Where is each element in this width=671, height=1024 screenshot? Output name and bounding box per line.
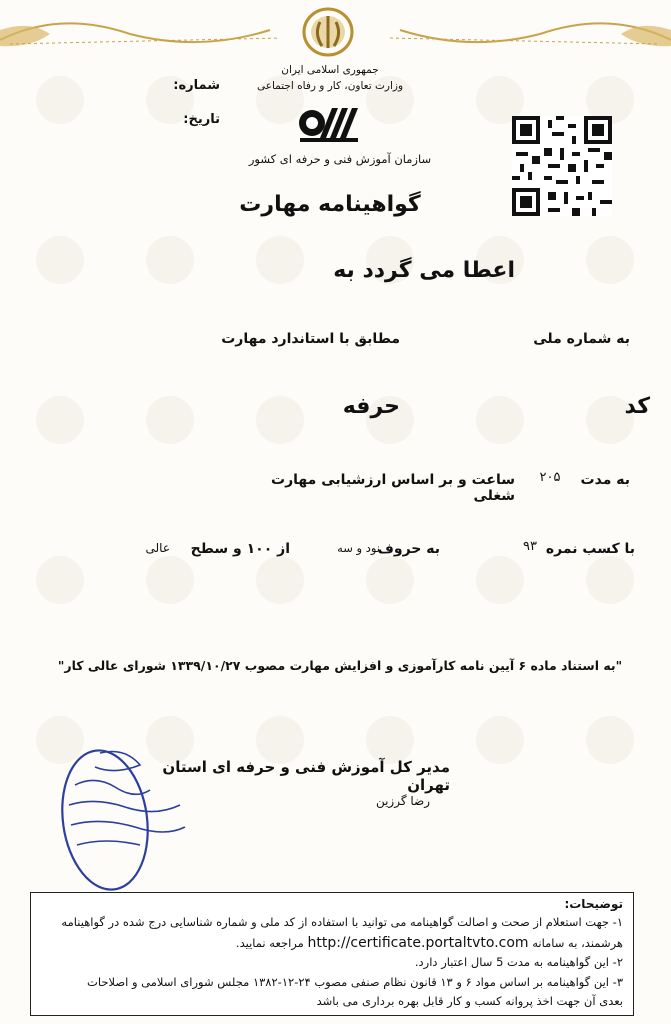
date-label: تاریخ:: [183, 112, 220, 127]
trade-label: حرفه: [342, 394, 400, 419]
duration-label: به مدت: [580, 472, 630, 488]
out-of-label: از ۱۰۰ و سطح: [190, 541, 290, 557]
granted-to-label: اعطا می گردد به: [333, 258, 515, 283]
note-line-5: بعدی آن جهت اخذ پروانه کسب و کار قابل بهره برداری می باشد: [316, 994, 623, 1008]
duration-value: ۲۰۵: [539, 470, 561, 485]
country-name: جمهوری اسلامی ایران: [281, 64, 379, 76]
score-value: ۹۳: [523, 539, 537, 554]
in-words-value: نود و سه: [337, 541, 380, 555]
note-line-1: ۱- جهت استعلام از صحت و اصالت گواهینامه می توانید با استفاده از کد ملی و شماره شناسایی درج شده در گواهینامه: [61, 915, 623, 929]
skill-standard-label: مطابق با استاندارد مهارت: [221, 331, 400, 347]
level-value: عالی: [145, 541, 170, 555]
note-line-2: [236, 935, 623, 951]
notes-box: [30, 892, 634, 1016]
organization-name: سازمان آموزش فنی و حرفه ای کشور: [248, 152, 432, 166]
note-line-4: ۳- این گواهینامه بر اساس مواد ۶ و ۱۳ قانون نظام صنفی مصوب ۲۴-۱۲-۱۳۸۲ مجلس شورای اسلامی و اصلاحات: [87, 975, 623, 989]
ministry-name: وزارت تعاون، کار و رفاه اجتماعی: [256, 80, 404, 92]
note-line-3: ۲- این گواهینامه به مدت 5 سال اعتبار دارد.: [414, 955, 623, 969]
in-words-label: به حروف: [377, 541, 440, 557]
score-label: با کسب نمره: [545, 541, 635, 557]
note-line-2-prefix: هرشمند، به سامانه: [532, 936, 623, 950]
signatory-name: رضا گرزین: [375, 794, 430, 808]
code-label: کد: [624, 394, 650, 419]
signature-stamp: [55, 745, 195, 895]
qr-code[interactable]: [512, 116, 612, 216]
duration-text: ساعت و بر اساس ارزشیابی مهارت شغلی: [271, 472, 515, 504]
signatory-title: مدیر کل آموزش فنی و حرفه ای استان تهران: [162, 758, 450, 794]
note-line-2-suffix: مراجعه نمایید.: [235, 936, 304, 950]
tvto-logo-icon: [296, 100, 360, 146]
certificate-title: گواهینامه مهارت: [239, 192, 421, 217]
verification-link[interactable]: http://certificate.portaltvto.com: [307, 935, 529, 951]
regulation-text: "به استناد ماده ۶ آیین نامه کارآموزی و افزایش مهارت مصوب ۱۳۳۹/۱۰/۲۷ شورای عالی کار": [57, 658, 623, 673]
national-id-label: به شماره ملی: [533, 331, 630, 347]
iran-emblem-icon: [300, 6, 356, 58]
number-label: شماره:: [173, 78, 220, 93]
notes-heading: توضیحات:: [564, 897, 623, 911]
